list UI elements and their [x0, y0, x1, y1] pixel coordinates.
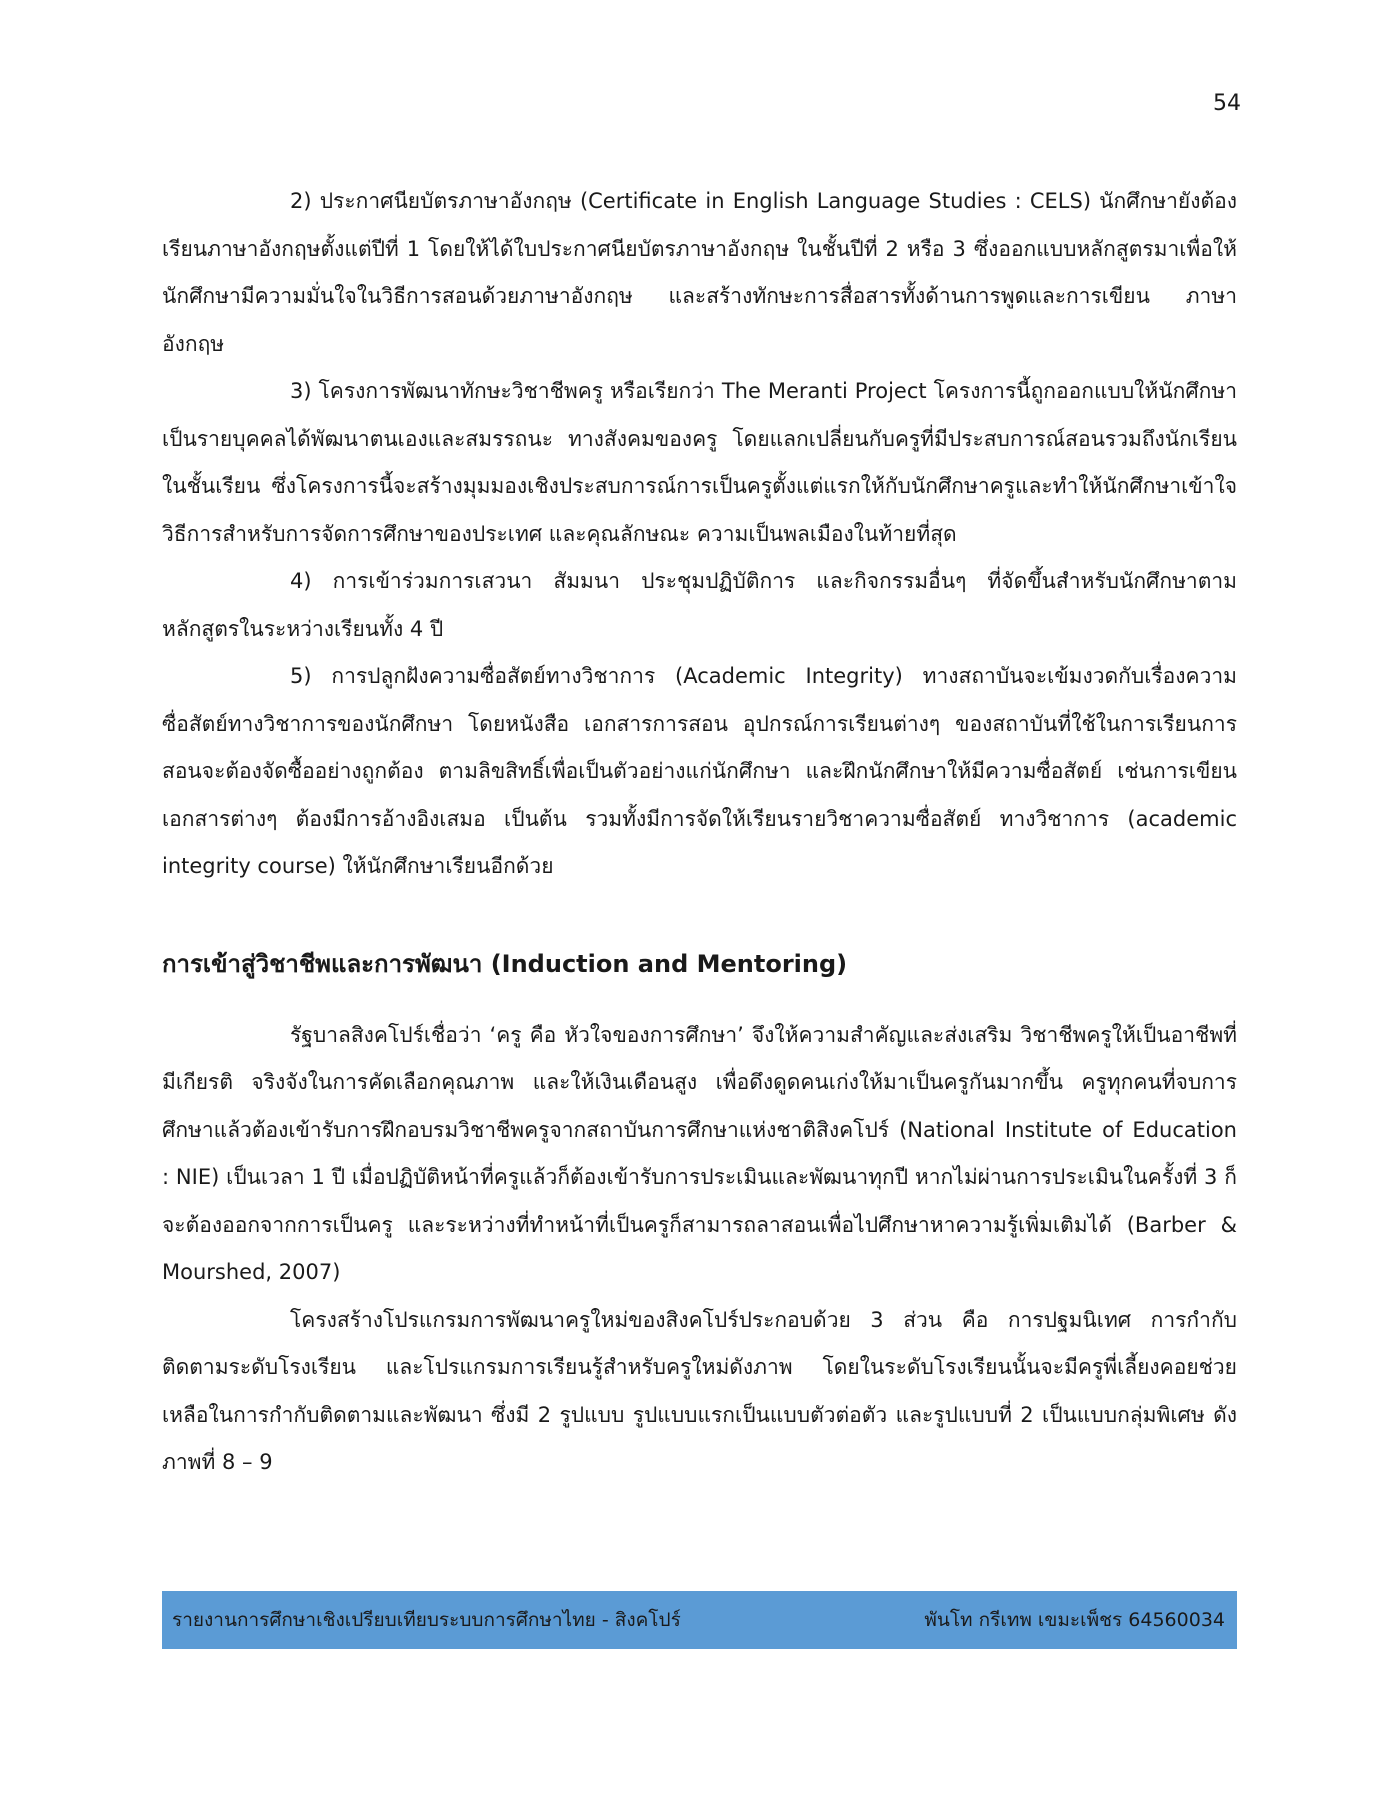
footer-report-title: รายงานการศึกษาเชิงเปรียบเทียบระบบการศึกษาไทย - สิงคโปร์: [172, 1609, 681, 1631]
paragraph-seminars: 4) การเข้าร่วมการเสวนา สัมมนา ประชุมปฏิบัติการ และกิจกรรมอื่นๆ ที่จัดขึ้นสำหรับนักศึกษาตามหลักสูตรในระหว่างเรียนทั้ง 4 ปี: [162, 569, 1237, 641]
footer-bar: [162, 1591, 1237, 1649]
footer-author: พันโท กรีเทพ เขมะเพ็ชร 64560034: [924, 1609, 1225, 1631]
paragraph-cels: 2) ประกาศนียบัตรภาษาอังกฤษ (Certificate in English Language Studies : CELS) นักศึกษายังต้องเรียนภาษาอังกฤษตั้งแต่ปีที่ 1 โดยให้ได้ใบประกาศนียบัตรภาษาอังกฤษ ในชั้นปีที่ 2 หรือ 3 ซึ่งออกแบบหลักสูตรมาเพื่อให้นักศึกษามีความมั่นใจในวิธีการสอนด้วยภาษาอังกฤษ และสร้างทักษะการสื่อสารทั้งด้านการพูดและการเขียน ภาษาอังกฤษ: [162, 189, 1237, 356]
document-body: [162, 178, 1237, 1487]
section-heading: การเข้าสู่วิชาชีพและการพัฒนา (Induction and Mentoring): [162, 949, 848, 978]
page-number: 54: [1213, 91, 1241, 116]
paragraph-new-teacher-program: โครงสร้างโปรแกรมการพัฒนาครูใหม่ของสิงคโปร์ประกอบด้วย 3 ส่วน คือ การปฐมนิเทศ การกำกับติดตามระดับโรงเรียน และโปรแกรมการเรียนรู้สำหรับครูใหม่ดังภาพ โดยในระดับโรงเรียนนั้นจะมีครูพี่เลี้ยงคอยช่วยเหลือในการกำกับติดตามและพัฒนา ซึ่งมี 2 รูปแบบ รูปแบบแรกเป็นแบบตัวต่อตัว และรูปแบบที่ 2 เป็นแบบกลุ่มพิเศษ ดังภาพที่ 8 – 9: [162, 1307, 1237, 1474]
paragraph-teacher-recruitment: รัฐบาลสิงคโปร์เชื่อว่า ‘ครู คือ หัวใจของการศึกษา’ จึงให้ความสำคัญและส่งเสริม วิชาชีพครูให้เป็นอาชีพที่มีเกียรติ จริงจังในการคัดเลือกคุณภาพ และให้เงินเดือนสูง เพื่อดึงดูดคนเก่งให้มาเป็นครูกันมากขึ้น ครูทุกคนที่จบการศึกษาแล้วต้องเข้ารับการฝึกอบรมวิชาชีพครูจากสถาบันการศึกษาแห่งชาติสิงคโปร์ (National Institute of Education : NIE) เป็นเวลา 1 ปี เมื่อปฏิบัติหน้าที่ครูแล้วก็ต้องเข้ารับการประเมินและพัฒนาทุกปี หากไม่ผ่านการประเมินในครั้งที่ 3 ก็จะต้องออกจากการเป็นครู และระหว่างที่ทำหน้าที่เป็นครูก็สามารถลาสอนเพื่อไปศึกษาหาความรู้เพิ่มเติมได้ (Barber & Mourshed, 2007): [162, 1022, 1237, 1284]
paragraph-meranti-project: 3) โครงการพัฒนาทักษะวิชาชีพครู หรือเรียกว่า The Meranti Project โครงการนี้ถูกออกแบบให้นักศึกษาเป็นรายบุคคลได้พัฒนาตนเองและสมรรถนะ ทางสังคมของครู โดยแลกเปลี่ยนกับครูที่มีประสบการณ์สอนรวมถึงนักเรียนในชั้นเรียน ซึ่งโครงการนี้จะสร้างมุมมองเชิงประสบการณ์การเป็นครูตั้งแต่แรกให้กับนักศึกษาครูและทำให้นักศึกษาเข้าใจวิธีการสำหรับการจัดการศึกษาของประเทศ และคุณลักษณะ ความเป็นพลเมืองในท้ายที่สุด: [162, 379, 1237, 546]
paragraph-academic-integrity: 5) การปลูกฝังความซื่อสัตย์ทางวิชาการ (Academic Integrity) ทางสถาบันจะเข้มงวดกับเรื่องความซื่อสัตย์ทางวิชาการของนักศึกษา โดยหนังสือ เอกสารการสอน อุปกรณ์การเรียนต่างๆ ของสถาบันที่ใช้ในการเรียนการสอนจะต้องจัดซื้ออย่างถูกต้อง ตามลิขสิทธิ์เพื่อเป็นตัวอย่างแก่นักศึกษา และฝึกนักศึกษาให้มีความซื่อสัตย์ เช่นการเขียน เอกสารต่างๆ ต้องมีการอ้างอิงเสมอ เป็นต้น รวมทั้งมีการจัดให้เรียนรายวิชาความซื่อสัตย์ ทางวิชาการ (academic integrity course) ให้นักศึกษาเรียนอีกด้วย: [162, 664, 1237, 878]
